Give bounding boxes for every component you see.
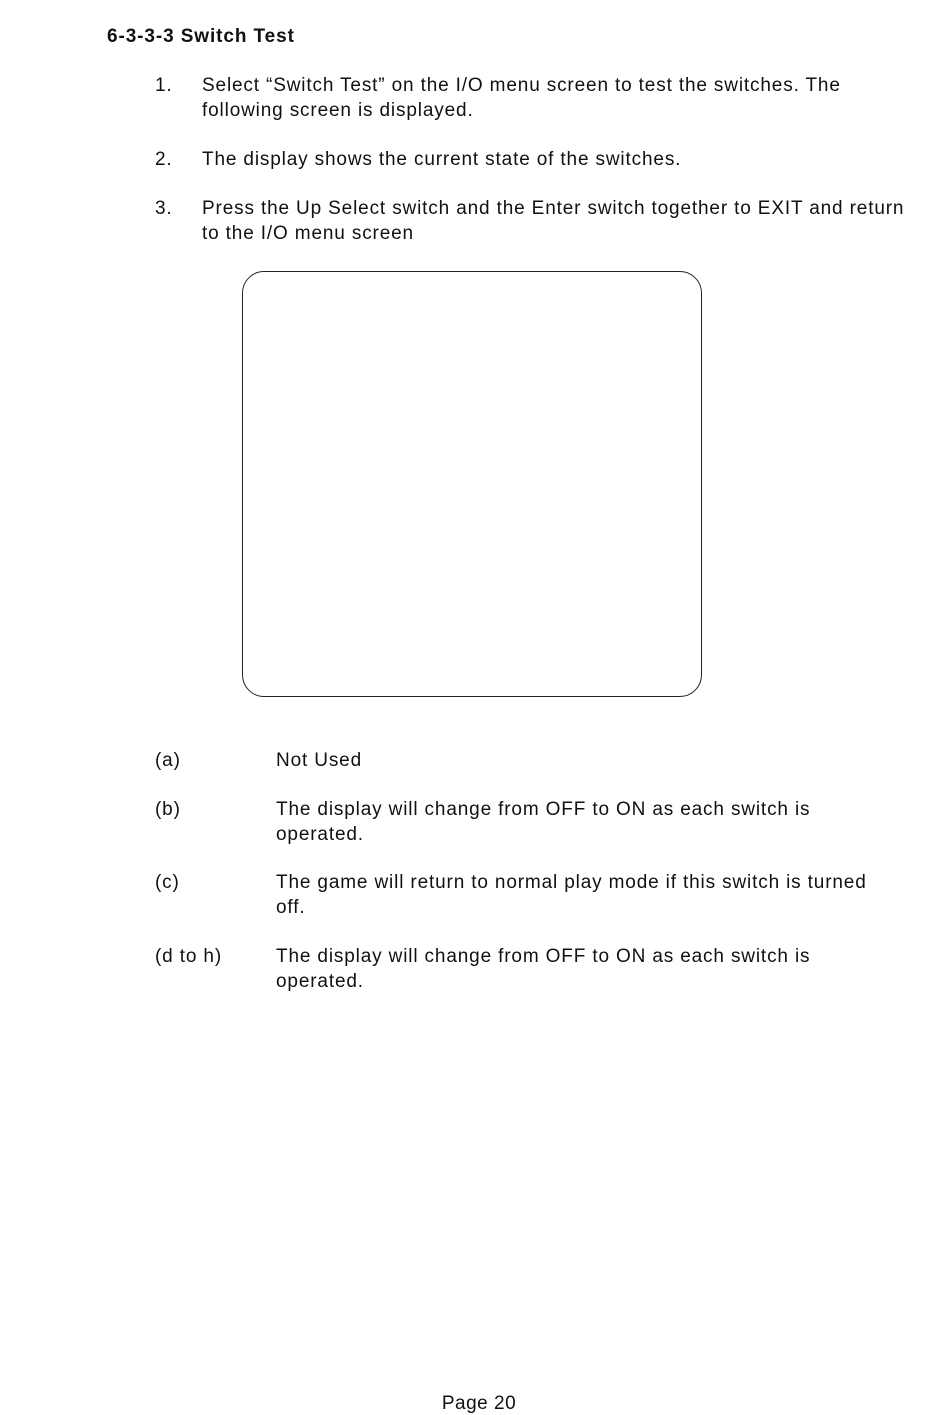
note-description: Not Used <box>276 750 363 771</box>
note-key: (d to h) <box>155 946 222 967</box>
step-number: 3. <box>155 198 173 219</box>
note-description: The display will change from OFF to ON as each switch is operated. <box>276 799 811 845</box>
section-heading: 6-3-3-3 Switch Test <box>107 26 295 47</box>
step-number: 1. <box>155 75 173 96</box>
switch-test-screen-placeholder <box>242 271 702 697</box>
note-key: (b) <box>155 799 181 820</box>
step-text: The display shows the current state of the switches. <box>202 149 682 170</box>
note-description: The display will change from OFF to ON as each switch is operated. <box>276 946 811 992</box>
note-description: The game will return to normal play mode if this switch is turned off. <box>276 872 867 918</box>
note-key: (c) <box>155 872 180 893</box>
step-number: 2. <box>155 149 173 170</box>
step-text: Select “Switch Test” on the I/O menu screen to test the switches. The following screen is displayed. <box>202 75 841 121</box>
step-text: Press the Up Select switch and the Enter switch together to EXIT and return to the I/O menu screen <box>202 198 905 244</box>
page-number: Page 20 <box>441 1393 517 1414</box>
note-key: (a) <box>155 750 181 771</box>
